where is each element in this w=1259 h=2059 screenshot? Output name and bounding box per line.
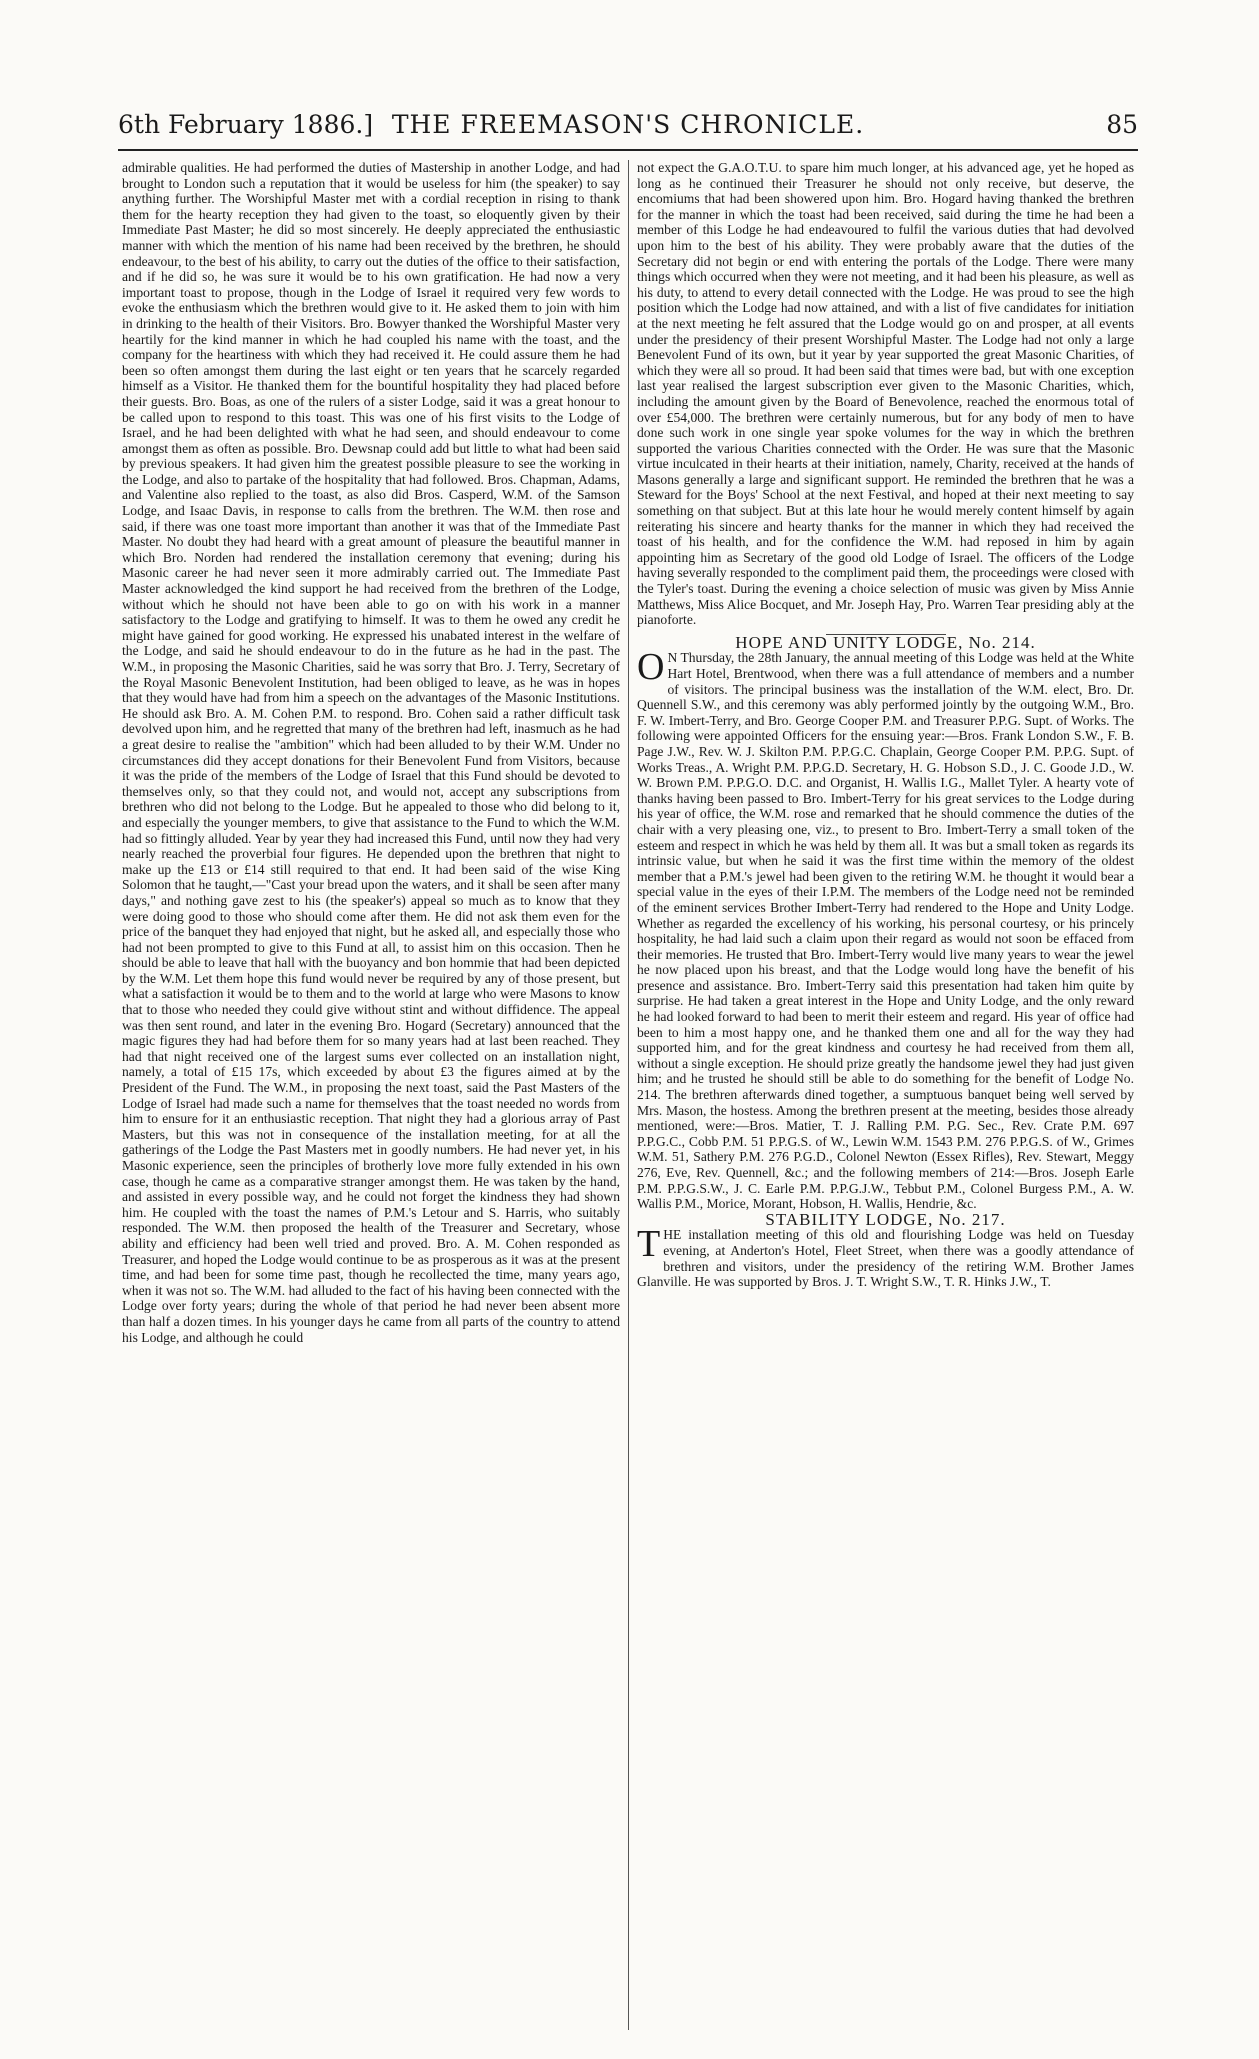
running-header <box>118 110 1138 150</box>
hope-unity-heading: HOPE AND UNITY LODGE, No. 214. <box>735 632 1036 652</box>
issue-date: 6th February 1886.] <box>118 110 374 139</box>
right-column <box>637 160 1134 2030</box>
header-rule <box>118 149 1138 151</box>
stability-text: THE installation meeting of this old and flourishing Lodge was held on Tuesday evening, at Anderton's Hotel, Fleet Street, when there was a goodly attendance of brethren and visitors, under the presidency of the retiring W.M. Brother James Glanville. He was supported by Bros. J. T. Wright S.W., T. R. Hinks J.W., T. <box>637 1223 1134 1290</box>
hope-unity-text: ON Thursday, the 28th January, the annual meeting of this Lodge was held at the White Hart Hotel, Brentwood, when there was a full attendance of members and a number of visitors. The principal business was the installation of the W.M. elect, Bro. Dr. Quennell S.W., and this ceremony was ably performed jointly by the outgoing W.M., Bro. F. W. Imbert-Terry, and Bro. George Cooper P.M. and Treasurer P.P.G. Supt. of Works. The following were appointed Officers for the ensuing year:—Bros. Frank London S.W., F. B. Page J.W., Rev. W. J. Skilton P.M. P.P.G.C. Chaplain, George Cooper P.M. P.P.G. Supt. of Works Treas., A. Wright P.M. P.P.G.D. Secretary, H. G. Hobson S.D., J. C. Goode J.D., W. W. Brown P.M. P.P.G.O. D.C. and Organist, H. Wallis I.G., Mallet Tyler. A hearty vote of thanks having been passed to Bro. Imbert-Terry for his great services to the Lodge during his year of office, the W.M. rose and remarked that he should commence the duties of the chair with a very pleasing one, viz., to present to Bro. Imbert-Terry a small token of the esteem and respect in which he was held by them all. It was but a small token as regards its intrinsic value, but when he said it was the first time within the memory of the oldest member that a P.M.'s jewel had been given to the retiring W.M. he thought it would bear a special value in the eyes of their I.P.M. The members of the Lodge need not be reminded of the eminent services Brother Imbert-Terry had rendered to the Hope and Unity Lodge. Whether as regarded the excellency of his working, his personal courtesy, or his princely hospitality, he had laid such a claim upon their regard as would not soon be effaced from their memories. He trusted that Bro. Imbert-Terry would live many years to wear the jewel he now placed upon his breast, and that the Lodge would long have the benefit of his presence and assistance. Bro. Imbert-Terry said this presentation had taken him quite by surprise. He had taken a great interest in the Hope and Unity Lodge, and the only reward he had looked forward to had been to merit their esteem and regard. His year of office had been to him a most happy one, and he thanked them one and all for the way they had supported him, and for the great kindness and courtesy he had received from them all, without a single exception. He should prize greatly the handsome jewel they had just given him; and he trusted he should still be able to do something for the benefit of Lodge No. 214. The brethren afterwards dined together, a sumptuous banquet being well served by Mrs. Mason, the hostess. Among the brethren present at the meeting, besides those already mentioned, were:—Bros. Matier, T. J. Ralling P.M. P.G. Sec., Rev. Crate P.M. 697 P.P.G.C., Cobb P.M. 51 P.P.G.S. of W., Lewin W.M. 1543 P.M. 276 P.P.G.S. of W., Grimes W.M. 51, Sathery P.M. 276 P.G.D., Colonel Newton (Essex Rifles), Rev. Stewart, Meggy 276, Eve, Rev. Quennell, &c.; and the following members of 214:—Bros. Joseph Earle P.M. P.P.G.S.W., J. C. Earle P.M. P.P.G.J.W., Tebbut P.M., Colonel Burgess P.M., A. W. Wallis P.M., Morice, Morant, Hobson, H. Wallis, Hendrie, &c. <box>637 646 1134 1212</box>
publication-title: THE FREEMASON'S CHRONICLE. <box>391 110 865 139</box>
left-column <box>122 160 620 2030</box>
page-number: 85 <box>1106 110 1138 139</box>
stability-heading: STABILITY LODGE, No. 217. <box>765 1209 1006 1229</box>
left-column-text: admirable qualities. He had performed the duties of Mastership in another Lodge, and had brought to London such a reputation that it would be useless for him (the speaker) to say anything further. The Worshipful Master met with a cordial reception in rising to thank them for the hearty reception they had given to the toast, so eloquently given by their Immediate Past Master; he did so most sincerely. He deeply appreciated the enthusiastic manner with which the mention of his name had been received by the brethren, he should endeavour, to the best of his ability, to carry out the duties of the office to their satisfaction, and if he did so, he was sure it would be to his own gratification. He had now a very important toast to propose, though in the Lodge of Israel it required very few words to evoke the enthusiasm which the brethren would give to it. He asked them to join with him in drinking to the health of their Visitors. Bro. Bowyer thanked the Worshipful Master very heartily for the kind manner in which he had coupled his name with the toast, and the company for the heartiness with which they had received it. He could assure them he had been so often amongst them during the last eight or ten years that he scarcely regarded himself as a Visitor. He thanked them for the bountiful hospitality they had placed before their guests. Bro. Boas, as one of the rulers of a sister Lodge, said it was a great honour to be called upon to respond to this toast. This was one of his first visits to the Lodge of Israel, and he had been delighted with what he had seen, and should endeavour to come amongst them as often as possible. Bro. Dewsnap could add but little to what had been said by previous speakers. It had given him the greatest possible pleasure to see the working in the Lodge, and also to partake of the hospitality that had followed. Bros. Chapman, Adams, and Valentine also replied to the toast, as also did Bros. Casperd, W.M. of the Samson Lodge, and Isaac Davis, in response to calls from the brethren. The W.M. then rose and said, if there was one toast more important than another it was that of the Immediate Past Master. No doubt they had heard with a great amount of pleasure the beautiful manner in which Bro. Norden had rendered the installation ceremony that evening; during his Masonic career he had never seen it more admirably carried out. The Immediate Past Master acknowledged the kind support he had received from the brethren of the Lodge, without which he should not have been able to go on with his work in a manner satisfactory to the Lodge and gratifying to himself. It was to them he owed any credit he might have gained for good working. He expressed his unabated interest in the welfare of the Lodge, and said he should endeavour to do in the future as he had in the past. The W.M., in proposing the Masonic Charities, said he was sorry that Bro. J. Terry, Secretary of the Royal Masonic Benevolent Institution, had been obliged to leave, as he was in hopes that they would have had from him a speech on the advantages of the Masonic Institutions. He should ask Bro. A. M. Cohen P.M. to respond. Bro. Cohen said a rather difficult task devolved upon him, and he regretted that many of the brethren had left, inasmuch as he had a great desire to realise the "ambition" which had been alluded to by their W.M. Under no circumstances did they accept donations for their Benevolent Fund from Visitors, because it was the pride of the members of the Lodge of Israel that this Fund should be devoted to themselves only, so that they could not, and would not, accept any subscriptions from brethren who did not belong to the Lodge. But he appealed to those who did belong to it, and especially the younger members, to give that assistance to the Fund to which the W.M. had so fittingly alluded. Year by year they had increased this Fund, until now they had very nearly reached the proverbial four figures. He depended upon the brethren that night to make up the £13 or £14 still required to that end. It had been said of the wise King Solomon that he taught,—"Cast your bread upon the waters, and it shall be seen after many days," and nothing gave zest to his (the speaker's) appeal so much as to know that they were doing good to those who should come after them. He did not ask them even for the price of the banquet they had enjoyed that night, but he asked all, and especially those who had not been prompted to give to this Fund at all, to assist him on this occasion. Then he should be able to leave that hall with the buoyancy and bon hommie that had been depicted by the W.M. Let them hope this fund would never be required by any of those present, but what a satisfaction it would be to them and to the world at large who were Masons to know that to those who needed they could give without stint and without diffidence. The appeal was then sent round, and later in the evening Bro. Hogard (Secretary) announced that the magic figures they had had before them for so many years had at last been reached. They had that night received one of the largest sums ever collected on an installation night, namely, a total of £15 17s, which exceeded by about £3 the figures aimed at by the President of the Fund. The W.M., in proposing the next toast, said the Past Masters of the Lodge of Israel had made such a name for themselves that the toast needed no words from him to ensure for it an enthusiastic reception. That night they had a glorious array of Past Masters, but this was not in consequence of the installation meeting, for at all the gatherings of the Lodge the Past Masters met in goodly numbers. He had never yet, in his Masonic experience, seen the principles of brotherly love more fully extended in his own case, though he came as a comparative stranger amongst them. He was taken by the hand, and assisted in every possible way, and he could not forget the kindness they had shown him. He coupled with the toast the names of P.M.'s Letour and S. Harris, who suitably responded. The W.M. then proposed the health of the Treasurer and Secretary, whose ability and efficiency had been well tried and proved. Bro. A. M. Cohen responded as Treasurer, and hoped the Lodge would continue to be as prosperous as it was at the present time, and had been for some time past, though he recollected the time, many years ago, when it was not so. The W.M. had alluded to the fact of his having been connected with the Lodge over forty years; during the whole of that period he had never been absent more than half a dozen times. In his younger days he came from all parts of the country to attend his Lodge, and although he could <box>122 160 620 1345</box>
column-divider <box>628 160 629 2030</box>
continuation-text: not expect the G.A.O.T.U. to spare him much longer, at his advanced age, yet he hoped as long as he continued their Treasurer he should not only receive, but deserve, the encomiums that had been showered upon him. Bro. Hogard having thanked the brethren for the manner in which the toast had been received, said during the time he had been a member of this Lodge he had endeavoured to fulfil the various duties that had devolved upon him to the best of his ability. They were probably aware that the duties of the Secretary did not begin or end with entering the portals of the Lodge. There were many things which occurred when they were not meeting, and it had been his pleasure, as well as his duty, to attend to every detail connected with the Lodge. He was proud to see the high position which the Lodge had now attained, and with a list of five candidates for initiation at the next meeting he felt assured that the Lodge would go on and prosper, at all events under the presidency of their present Worshipful Master. The Lodge had not only a large Benevolent Fund of its own, but it year by year supported the great Masonic Charities, of which they were all so proud. It had been said that times were bad, but with one exception last year realised the largest subscription ever given to the Masonic Charities, which, including the amount given by the Board of Benevolence, reached the enormous total of over £54,000. The brethren were certainly numerous, but for any body of men to have done such work in one single year spoke volumes for the way in which the brethren supported the various Charities connected with the Order. He was sure that the Masonic virtue inculcated in their hearts at their initiation, namely, Charity, received at the hands of Masons generally a large and significant support. He reminded the brethren that he was a Steward for the Boys' School at the next Festival, and hoped at their next meeting to say something on that subject. But at this late hour he would merely content himself by again reiterating his sincere and hearty thanks for the manner in which they had received the toast of his health, and for the confidence the W.M. had reposed in him by again appointing him as Secretary of the good old Lodge of Israel. The officers of the Lodge having severally responded to the compliment paid them, the proceedings were closed with the Tyler's toast. During the evening a choice selection of music was given by Miss Annie Matthews, Miss Alice Bocquet, and Mr. Joseph Hay, Pro. Warren Tear presiding ably at the pianoforte. <box>637 160 1134 628</box>
